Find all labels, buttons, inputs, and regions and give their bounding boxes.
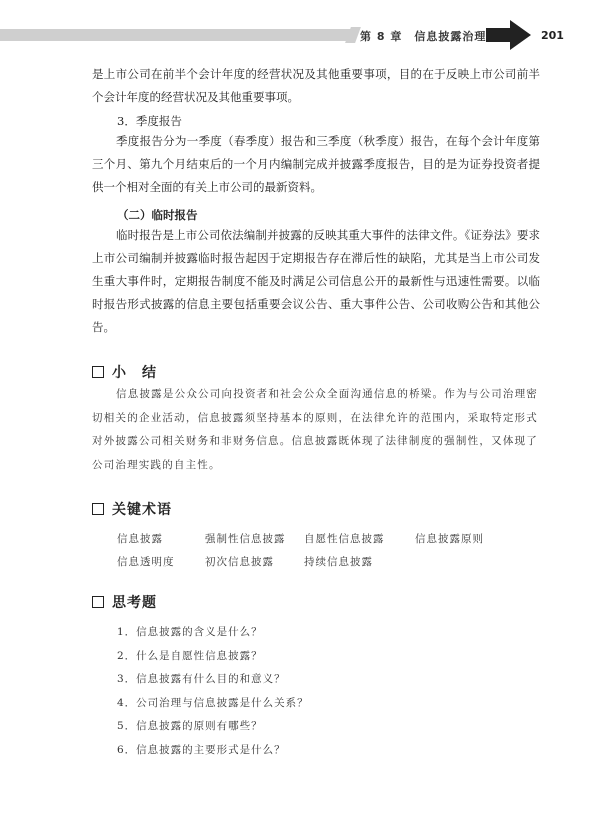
item-quarterly-report: 3．季度报告: [117, 114, 182, 128]
key-term: 初次信息披露: [205, 556, 274, 568]
running-header: [360, 28, 486, 44]
questions-heading: [92, 594, 157, 610]
question-item: 5．信息披露的原则有哪些？: [117, 720, 263, 733]
header-bar: [0, 29, 354, 41]
key-term: 自愿性信息披露: [304, 533, 385, 545]
key-terms-title: 关键术语: [112, 502, 172, 518]
question-item: 6．信息披露的主要形式是什么？: [117, 743, 286, 756]
checkbox-square-icon: [92, 366, 104, 378]
key-term: 信息披露: [117, 533, 163, 545]
paragraph-continued: 是上市公司在前半个会计年度的经营状况及其他重要事项，目的在于反映上市公司前半个会计年度的经营状况及其他重要事项。: [92, 67, 540, 104]
questions-list: [117, 620, 309, 761]
chapter-title: 信息披露治理: [414, 30, 487, 43]
key-terms-row: [117, 527, 484, 550]
question-item: 1．信息披露的含义是什么？: [117, 626, 263, 639]
checkbox-square-icon: [92, 503, 104, 515]
summary-heading: [92, 364, 157, 380]
questions-title: 思考题: [112, 595, 157, 611]
page-number: 201: [541, 29, 564, 42]
key-terms-list: [117, 527, 484, 573]
key-term: 持续信息披露: [304, 556, 373, 568]
checkbox-square-icon: [92, 596, 104, 608]
subheading-interim-report: （二）临时报告: [117, 208, 198, 222]
key-term: 强制性信息披露: [205, 533, 286, 545]
key-term: 信息披露原则: [415, 533, 484, 545]
question-item: 2．什么是自愿性信息披露？: [117, 649, 263, 662]
paragraph-quarterly-report: 季度报告分为一季度（春季度）报告和三季度（秋季度）报告，在每个会计年度第三个月、第九个月结束后的一个月内编制完成并披露季度报告，目的是为证券投资者提供一个相对全面的有关上市公司的最新资料。: [92, 134, 540, 194]
summary-title: 小 结: [112, 365, 157, 381]
key-term: 信息透明度: [117, 556, 175, 568]
arrow-right-icon: [486, 19, 532, 51]
key-terms-row: [117, 550, 484, 573]
question-item: 4．公司治理与信息披露是什么关系？: [117, 696, 309, 709]
key-terms-heading: [92, 501, 172, 517]
chapter-number: 第 8 章: [360, 30, 403, 43]
summary-text: 信息披露是公众公司向投资者和社会公众全面沟通信息的桥梁。作为与公司治理密切相关的企业活动，信息披露须坚持基本的原则，在法律允许的范围内，采取特定形式对外披露公司相关财务和非财务信息。信息披露既体现了法律制度的强制性，又体现了公司治理实践的自主性。: [92, 388, 538, 471]
paragraph-interim-report: 临时报告是上市公司依法编制并披露的反映其重大事件的法律文件。《证券法》要求上市公司编制并披露临时报告起因于定期报告存在滞后性的缺陷，尤其是当上市公司发生重大事件时，定期报告制度不能及时满足公司信息公开的最新性与迅速性需要。以临时报告形式披露的信息主要包括重要会议公告、重大事件公告、公司收购公告和其他公告。: [92, 228, 540, 334]
question-item: 3．信息披露有什么目的和意义？: [117, 673, 286, 686]
